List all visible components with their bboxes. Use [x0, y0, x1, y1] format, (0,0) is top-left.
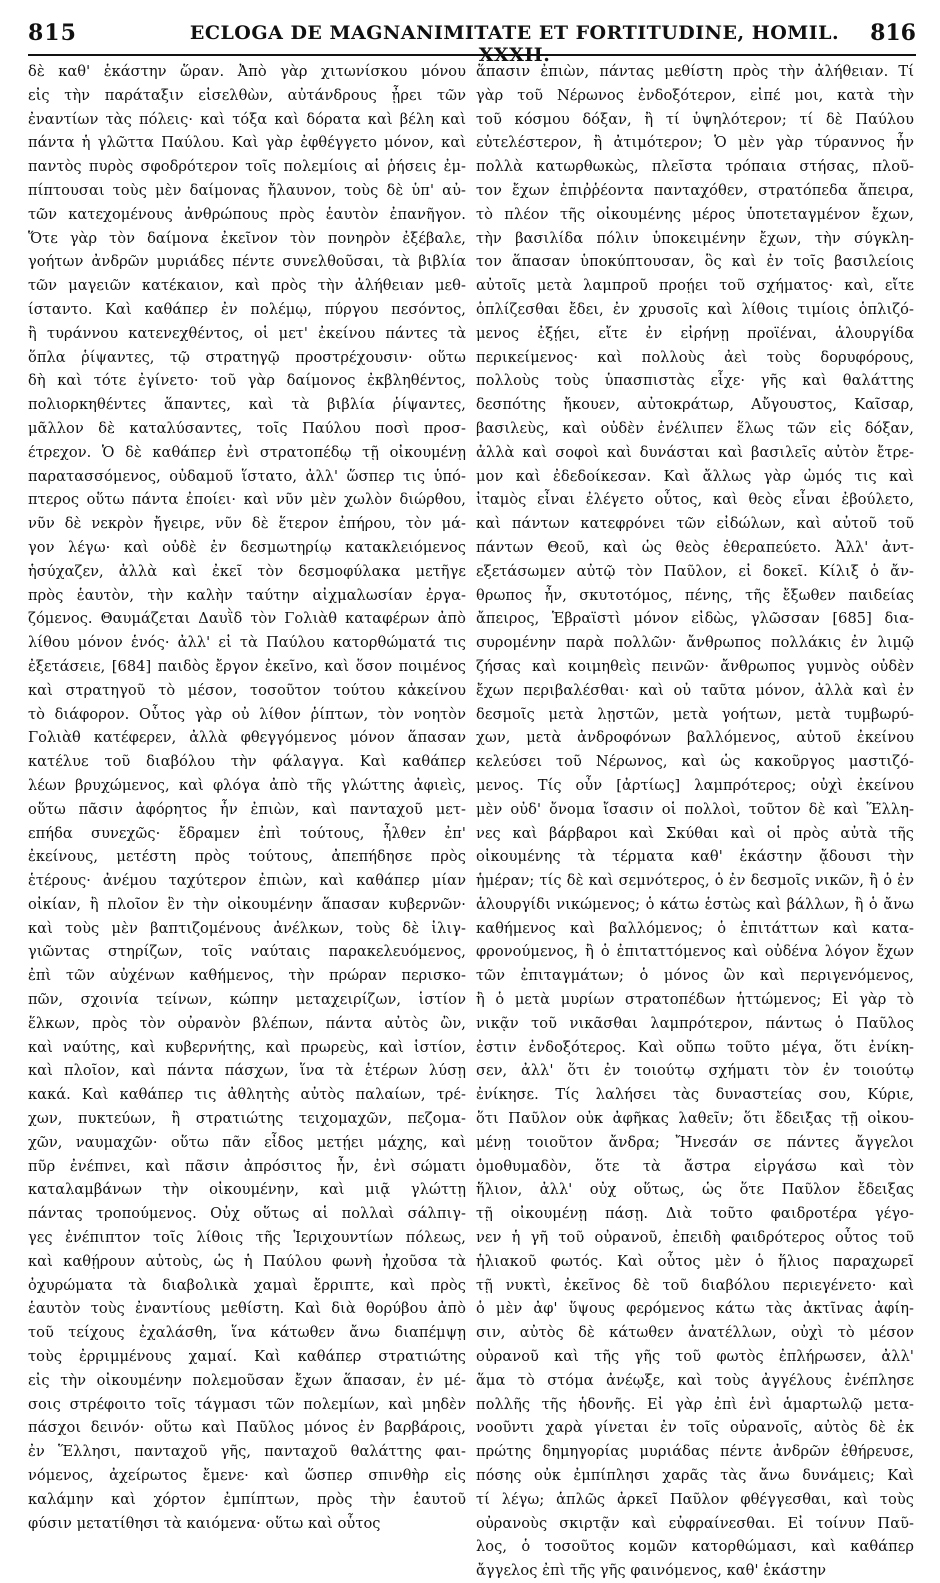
- text-line: καὶ τοὺς μὲν βαπτιζομένους ἀνέλκων, τοὺς δὲ ἰλιγ-: [28, 919, 466, 937]
- text-line: δεσμοῖς μετὰ λῃστῶν, μετὰ γοήτων, μετὰ τυμβωρύ-: [476, 705, 914, 723]
- text-line: γον λέγω· καὶ οὐδὲ ἐν δεσμωτηρίῳ κατακλειόμενος: [28, 538, 466, 556]
- text-line: καθήμενος καὶ βαλλόμενος; ὁ ἐπιτάττων καὶ κατα-: [476, 919, 914, 937]
- text-line: τῶν κατεχομένους ἀνθρώπους πρὸς ἑαυτὸν ἐπανῆγον.: [28, 205, 466, 223]
- text-line: γοήτων ἀνδρῶν μυριάδες πέντε συνελθοῦσαι, τὰ βιβλία: [28, 253, 466, 271]
- text-line: γιῶντας στηρίζων, τοῖς ναύταις παρακελευόμενος,: [28, 943, 466, 961]
- text-line: παντὸς πυρὸς σφοδρότερον τοῖς πολεμίοις αἱ ῥήσεις ἐμ-: [28, 158, 466, 176]
- text-line: ὁπλίζεσθαι ἔδει, ἐν χρυσοῖς καὶ λίθοις τιμίοις ὁπλιζό-: [476, 300, 914, 318]
- text-line: ἢ τυράννου κατενεχθέντος, οἱ μετ' ἐκείνου πάντες τὰ: [28, 324, 466, 342]
- text-line: ὁμοθυμαδὸν, ὅτε τὰ ἄστρα εἰργάσω καὶ τὸν: [476, 1157, 914, 1175]
- text-line: περικείμενος· καὶ πολλοὺς ἀεὶ τοὺς δορυφόρους,: [476, 348, 914, 366]
- text-line: καλάμην καὶ χόρτον ἐμπίπτων, πρὸς τὴν ἑαυτοῦ: [28, 1490, 466, 1508]
- text-line: ἅπασιν ἐπιὼν, πάντας μεθίστη πρὸς τὴν ἀλήθειαν. Τί: [476, 63, 914, 80]
- text-line: τοῦ τείχους ἐχαλάσθη, ἵνα κάτωθεν ἄνω διαπέμψῃ: [28, 1324, 466, 1342]
- text-line: πίπτουσαι τοὺς μὲν δαίμονας ἤλαυνον, τοὺς δὲ ὑπ' αὐ-: [28, 181, 466, 199]
- text-line: χῶν, ναυμαχῶν· οὕτω πᾶν εἶδος μετῄει μάχης, καὶ: [28, 1133, 466, 1151]
- text-line: πολλὰ κατωρθωκὼς, πλεῖστα τρόπαια στήσας, πλοῦ-: [476, 158, 914, 176]
- text-line: καὶ ναύτης, καὶ κυβερνήτης, καὶ πρωρεὺς, καὶ ἱστίον,: [28, 1038, 466, 1056]
- text-line: τί λέγω; ἁπλῶς ἀρκεῖ Παῦλον φθέγγεσθαι, καὶ τοὺς: [476, 1490, 914, 1508]
- text-line: νες καὶ βάρβαροι καὶ Σκύθαι καὶ οἱ πρὸς αὐτὰ τῆς: [476, 824, 914, 842]
- text-line: μενος. Τίς οὖν [ἀρτίως] λαμπρότερος; οὐχὶ ἐκείνου: [476, 776, 914, 794]
- text-line: φρονούμενος, ἢ ὁ ἐπιταττόμενος καὶ οὐδένα λόγον ἔχων: [476, 943, 914, 961]
- text-line: εὐτελέστερον, ἢ ἀτιμότερον; Ὁ μὲν γὰρ τύραννος ἦν: [476, 134, 914, 152]
- text-line: τῇ οἰκουμένῃ πάσῃ. Διὰ τοῦτο φαιδροτέρα γέγο-: [476, 1205, 914, 1223]
- text-line: ἐξετάσειε, [684] παιδὸς ἔργον ἐκεῖνο, καὶ ὅσον ποιμένος: [28, 657, 466, 675]
- text-line: νῦν δὲ νεκρὸν ἤγειρε, νῦν δὲ ἕτερον ἐπήρου, τὸν μά-: [28, 515, 466, 533]
- text-line: τὴν βασιλίδα πόλιν ὑποκειμένην ἔχων, τὴν σύγκλη-: [476, 229, 914, 247]
- text-line: τον ἅπασαν ὑποκύπτουσαν, ὃς καὶ ἐν τοῖς βασιλείοις: [476, 253, 914, 271]
- text-line: καὶ στρατηγοῦ τὸ μέσον, τοσοῦτον τούτου κἀκείνου: [28, 681, 466, 699]
- text-line: οὐρανοῦ καὶ τῆς γῆς τοῦ φωτὸς ἐπλήρωσεν, ἀλλ': [476, 1348, 914, 1366]
- text-line: οἰκίαν, ἢ πλοῖον ἓν τὴν οἰκουμένην ἅπασαν κυβερνῶν·: [28, 895, 466, 913]
- text-line: ἑαυτὸν τοὺς ἐναντίους μεθίστη. Καὶ διὰ θορύβου ἀπὸ: [28, 1300, 466, 1318]
- text-line: δὲ καθ' ἑκάστην ὥραν. Ἀπὸ γὰρ χιτωνίσκου μόνου: [28, 63, 466, 80]
- text-line: ζόμενος. Θαυμάζεται Δαυῒδ τὸν Γολιὰθ καταφέρων ἀπὸ: [28, 610, 466, 628]
- text-line: ἢ ὁ μετὰ μυρίων στρατοπέδων ἡττώμενος; Εἰ γὰρ τὸ: [476, 991, 914, 1009]
- text-line: ἐπὶ τῶν αὐχένων καθήμενος, τὴν πρώραν περισκο-: [28, 967, 466, 985]
- text-line: καὶ πάντων κατεφρόνει τῶν εἰδώλων, καὶ αὐτοῦ τοῦ: [476, 515, 914, 533]
- text-line: πτερος οὕτω πάντα ἐποίει· καὶ νῦν μὲν χωλὸν διώρθου,: [28, 491, 466, 509]
- text-line: σεν, ἀλλ' ὅτι ἐν τοιούτῳ σχήματι τὸν ἐν τοιούτῳ: [476, 1062, 914, 1080]
- text-line: πολιορκηθέντες ἅπαντες, καὶ τὰ βιβλία ῥίψαντες,: [28, 396, 466, 414]
- text-line: λίθου μόνον ἑνός· ἀλλ' εἰ τὰ Παύλου κατορθώματά τις: [28, 634, 466, 652]
- text-line: τοὺς ἐρριμμένους χαμαί. Καὶ καθάπερ στρατιώτης: [28, 1348, 466, 1366]
- text-line: σοις στρέφοιτο τοῖς τάγμασι τῶν πολεμίων, καὶ μηδὲν: [28, 1395, 466, 1413]
- text-line: λος, ὁ τοσοῦτος κομῶν κατορθώμασι, καὶ καθάπερ: [476, 1538, 914, 1556]
- text-line: ἄγγελος ἐπὶ τῆς γῆς φαινόμενος, καθ' ἑκάστην: [476, 1562, 827, 1580]
- text-line: Γολιὰθ κατέφερεν, ἀλλὰ φθεγγόμενος μόνον ἅπασαν: [28, 729, 466, 747]
- text-line: κατέλυε τοῦ διαβόλου τὴν φάλαγγα. Καὶ καθάπερ: [28, 753, 466, 771]
- text-line: ἡσύχαζεν, ἀλλὰ καὶ ἐκεῖ τὸν δεσμοφύλακα μετῆγε: [28, 562, 466, 580]
- text-line: ὁ μὲν ἀφ' ὕψους φερόμενος κάτω τὰς ἀκτῖνας ἀφίη-: [476, 1300, 914, 1318]
- text-line: πολλῆς τῆς ἡδονῆς. Εἰ γὰρ ἐπὶ ἑνὶ ἁμαρτωλῷ μετα-: [476, 1395, 914, 1413]
- text-line: ίσταντο. Καὶ καθάπερ ἐν πολέμῳ, πύργου πεσόντος,: [28, 300, 466, 318]
- text-line: τον ἔχων ἐπιῤῥέοντα πανταχόθεν, στρατόπεδα ἄπειρα,: [476, 181, 914, 199]
- text-line: μᾶλλον δὲ καταλύσαντες, τοῖς Παύλου ποσὶ προσ-: [28, 419, 466, 437]
- text-line: νικᾷν τοῦ νικᾶσθαι λαμπρότερον, πάντως ὁ Παῦλος: [476, 1014, 914, 1032]
- text-line: Ὅτε γὰρ τὸν δαίμονα ἐκεῖνον τὸν πονηρὸν ἐξέβαλε,: [28, 229, 466, 247]
- text-line: πάντας τροπούμενος. Οὐχ οὕτως αἱ πολλαὶ σάλπιγ-: [28, 1205, 466, 1223]
- text-line: μον καὶ ἐδεδοίκεσαν. Καὶ ἄλλως γὰρ ὠμός τις καὶ: [476, 467, 914, 485]
- text-line: έτρεχον. Ὁ δὲ καθάπερ ἐνὶ στρατοπέδῳ τῇ οἰκουμένῃ: [28, 443, 466, 461]
- text-line: τῇ νυκτὶ, ἐκεῖνος δὲ τοῦ διαβόλου περιεγένετο· καὶ: [476, 1276, 914, 1294]
- text-line: ἐν Ἕλλησι, πανταχοῦ γῆς, πανταχοῦ θαλάττης φαι-: [28, 1443, 466, 1461]
- text-line: σιν, αὐτὸς δὲ κάτωθεν ἀνατέλλων, οὐχὶ τὸ μέσον: [476, 1324, 914, 1342]
- text-line: ὅτι Παῦλον οὐκ ἀφῆκας λαθεῖν; ὅτι ἔδειξας τῇ οἰκου-: [476, 1110, 914, 1128]
- text-line: θρωπος ἦν, σκυτοτόμος, πένης, τῆς ἔξωθεν παιδείας: [476, 586, 914, 604]
- text-line: ἐστιν ἐνδοξότερος. Καὶ οὔπω τοῦτο μέγα, ὅτι ἐνίκη-: [476, 1038, 914, 1056]
- text-line: μένῃ τοιοῦτον ἄνδρα; Ἤνεσάν σε πάντες ἄγγελοι: [476, 1133, 914, 1151]
- text-line: τῶν ἐπιταγμάτων; ὁ μόνος ὢν καὶ περιγενόμενος,: [476, 967, 914, 985]
- text-line: ἑτέρους· ἀνέμου ταχύτερον ἐπιὼν, καὶ καθάπερ μίαν: [28, 872, 466, 890]
- text-line: ζήσας καὶ κοιμηθεὶς πεινῶν· ἄνθρωπος γυμνὸς οὐδὲν: [476, 657, 914, 675]
- text-line: πάντων Θεοῦ, καὶ ὡς θεὸς ἐθεραπεύετο. Ἀλλ' ἀντ-: [476, 538, 914, 556]
- text-line: πῦρ ἐνέπνει, καὶ πᾶσιν ἀπρόσιτος ἦν, ἐνὶ σώματι: [28, 1157, 466, 1175]
- text-line: πόσης οὐκ ἐμπίπλησι χαρᾶς τὰς ἄνω δυνάμεις; Καὶ: [476, 1467, 914, 1485]
- text-line: δεσπότης ἤκουεν, αὐτοκράτωρ, Αὔγουστος, Καῖσαρ,: [476, 396, 914, 414]
- text-line: μὲν οὐδ' ὄνομα ἴσασιν οἱ πολλοὶ, τοῦτον δὲ καὶ Ἕλλη-: [476, 800, 914, 818]
- text-line: χων, μετὰ ἀνδροφόνων βαλλόμενος, αὐτοῦ ἐκείνου: [476, 729, 914, 747]
- text-line: τοῦ κόσμου δόξαν, ἢ τί ὑψηλότερον; τί δὲ Παύλου: [476, 110, 914, 128]
- text-line: ἡλιακοῦ φωτός. Καὶ οὗτος μὲν ὁ ἥλιος παραχωρεῖ: [476, 1252, 914, 1270]
- text-line: νόμενος, ἀχείρωτος ἔμενε· καὶ ὥσπερ σπινθὴρ εἰς: [28, 1467, 466, 1485]
- text-line: λέων βρυχώμενος, καὶ φλόγα ἀπὸ τῆς γλώττης ἀφιεὶς,: [28, 776, 466, 794]
- left-column: [28, 60, 466, 1530]
- text-line: ἄπειρος, Ἑβραϊστὶ μόνον εἰδὼς, γλῶσσαν [685] δια-: [476, 610, 914, 628]
- text-line: πάντα ἡ γλῶττα Παύλου. Καὶ γὰρ ἐφθέγγετο μόνον, καὶ: [28, 134, 466, 152]
- text-line: επήδα συνεχῶς· ἔδραμεν ἐπὶ τούτους, ἦλθεν ἐπ': [28, 824, 466, 842]
- text-line: ἐνίκησε. Τίς λαλήσει τὰς δυναστείας σου, Κύριε,: [476, 1086, 914, 1104]
- text-line: καταλαμβάνων τὴν οἰκουμένην, καὶ μιᾷ γλώττῃ: [28, 1181, 466, 1199]
- text-line: ἡμέραν; τίς δὲ καὶ σεμνότερος, ὁ ἐν δεσμοῖς νικῶν, ἢ ὁ ἐν: [476, 872, 914, 890]
- text-line: ὀχυρώματα τὰ διαβολικὰ χαμαὶ ἔρριπτε, καὶ πρὸς: [28, 1276, 466, 1294]
- text-line: φύσιν μετατίθησι τὰ καιόμενα· οὕτω καὶ οὗτος: [28, 1514, 381, 1532]
- text-line: τὸ διάφορον. Οὗτος γὰρ οὐ λίθον ῥίπτων, τὸν νοητὸν: [28, 705, 466, 723]
- text-line: κακά. Καὶ καθάπερ τις ἀθλητὴς αὐτὸς παλαίων, τρέ-: [28, 1086, 466, 1104]
- text-line: καὶ καθῄρουν αὐτοὺς, ὡς ἡ Παύλου φωνὴ ἠχοῦσα τὰ: [28, 1252, 466, 1270]
- text-line: χων, πυκτεύων, ἢ στρατιώτης τειχομαχῶν, πεζομα-: [28, 1110, 466, 1128]
- text-line: ἔχων περιβαλέσθαι· καὶ οὐ ταῦτα μόνον, ἀλλὰ καὶ ἐν: [476, 681, 914, 699]
- text-line: κελεύσει τοῦ Νέρωνος, καὶ ὡς κακοῦργος μαστιζό-: [476, 753, 914, 771]
- text-line: πρὸς ἑαυτὸν, τὴν καλὴν ταύτην αἰχμαλωσίαν ἐργα-: [28, 586, 466, 604]
- text-line: νεν ἡ γῆ τοῦ οὐρανοῦ, ἐπειδὴ φαιδρότερος οὗτος τοῦ: [476, 1229, 914, 1247]
- text-line: γὰρ τοῦ Νέρωνος ἐνδοξότερον, εἰπέ μοι, κατὰ τὴν: [476, 86, 914, 104]
- text-line: ἥλιον, ἀλλ' οὐχ οὕτως, ὡς ὅτε Παῦλον ἔδειξας: [476, 1181, 914, 1199]
- page-number-left: 815: [28, 20, 77, 46]
- text-line: ὅπλα ῥίψαντες, τῷ στρατηγῷ προστρέχουσιν· οὕτω: [28, 348, 466, 366]
- right-column: [476, 60, 914, 1580]
- text-line: μενος ἐξῄει, εἴτε ἐν εἰρήνῃ προϊέναι, ἁλουργίδα: [476, 324, 914, 342]
- text-line: εξετάσωμεν αὐτῷ τὸν Παῦλον, εἰ δοκεῖ. Κίλιξ ὁ ἄν-: [476, 562, 914, 580]
- text-line: τῶν μαγειῶν κατέκαιον, καὶ πρὸς τὴν ἀλήθειαν μεθ-: [28, 277, 466, 295]
- text-line: δὴ καὶ τότε ἐγίνετο· τοῦ γὰρ δαίμονος ἐκβληθέντος,: [28, 372, 466, 390]
- text-line: εἰς τὴν παράταξιν εἰσελθὼν, αὐτάνδρους ᾖρει τῶν: [28, 86, 466, 104]
- text-line: πάσχοι δεινόν· οὕτω καὶ Παῦλος μόνος ἐν βαρβάροις,: [28, 1419, 466, 1437]
- text-line: οὕτω πᾶσιν ἀφόρητος ἦν ἐπιὼν, καὶ πανταχοῦ μετ-: [28, 800, 466, 818]
- text-line: πολλοὺς τοὺς ὑπασπιστὰς εἶχε· γῆς καὶ θαλάττης: [476, 372, 914, 390]
- text-line: πρώτης δημηγορίας μυριάδας πέντε ἀνδρῶν ἐθήρευσε,: [476, 1443, 914, 1461]
- text-line: συρομένην παρὰ πολλῶν· ἄνθρωπος πολλάκις ἐν λιμῷ: [476, 634, 914, 652]
- text-line: οἰκουμένης τὰ τέρματα καθ' ἑκάστην ᾄδουσι τὴν: [476, 848, 914, 866]
- text-line: πῶν, σχοινία τείνων, κώπην μεταχειρίζων, ἱστίον: [28, 991, 466, 1009]
- text-line: ἁλουργίδι νικώμενος; ὁ κάτω ἑστὼς καὶ βάλλων, ἢ ὁ ἄνω: [476, 895, 914, 913]
- running-header: [28, 18, 916, 66]
- text-line: ἐναντίων τὰς πόλεις· καὶ τόξα καὶ δόρατα καὶ βέλη καὶ: [28, 110, 466, 128]
- text-line: παρατασσόμενος, οὐδαμοῦ ἵστατο, ἀλλ' ὥσπερ τις ὑπό-: [28, 467, 466, 485]
- text-line: νοοῦντι χαρὰ γίνεται ἐν τοῖς οὐρανοῖς, αὐτὸς δὲ ἐκ: [476, 1419, 914, 1437]
- text-line: ἀλλὰ καὶ σοφοὶ καὶ δυνάσται καὶ βασιλεῖς αὐτὸν ἔτρε-: [476, 443, 914, 461]
- text-line: ἅμα τὸ στόμα ἀνέῳξε, καὶ τοὺς ἀγγέλους ἐνέπλησε: [476, 1371, 914, 1389]
- text-line: ἐκείνους, μετέστη πρὸς τούτους, ἀπεπήδησε πρὸς: [28, 848, 466, 866]
- page-number-right: 816: [870, 20, 916, 46]
- text-line: βασιλεὺς, καὶ οὐδὲν ἐνέλιπεν ἕλως τῶν εἰς δόξαν,: [476, 419, 914, 437]
- text-line: ἰταμὸς εἶναι ἐλέγετο οὗτος, καὶ θεὸς εἶναι ἐβούλετο,: [476, 491, 914, 509]
- text-line: καὶ πλοῖον, καὶ πάντα πάσχων, ἵνα τὰ ἑτέρων λύσῃ: [28, 1062, 466, 1080]
- text-line: τὸ πλέον τῆς οἰκουμένης μέρος ὑποτεταγμένον ἔχων,: [476, 205, 914, 223]
- text-line: ἕλκων, πρὸς τὸν οὐρανὸν βλέπων, πάντα αὐτὸς ὢν,: [28, 1014, 466, 1032]
- running-title: ECLOGA DE MAGNANIMITATE ET FORTITUDINE, HOMIL. XXXII.: [189, 22, 840, 66]
- text-line: εἰς τὴν οἰκουμένην πολεμοῦσαν ἔχων ἅπασαν, ἐν μέ-: [28, 1371, 466, 1389]
- text-line: αὐτοῖς μετὰ λαμπροῦ προῄει τοῦ σχήματος· καὶ, εἴτε: [476, 277, 914, 295]
- text-line: οὐρανοὺς σκιρτᾷν καὶ εὐφραίνεσθαι. Εἰ τοίνυν Παῦ-: [476, 1514, 914, 1532]
- text-line: γες ἐνέπιπτον τοῖς λίθοις τῆς Ἱεριχουντίων πόλεως,: [28, 1229, 466, 1247]
